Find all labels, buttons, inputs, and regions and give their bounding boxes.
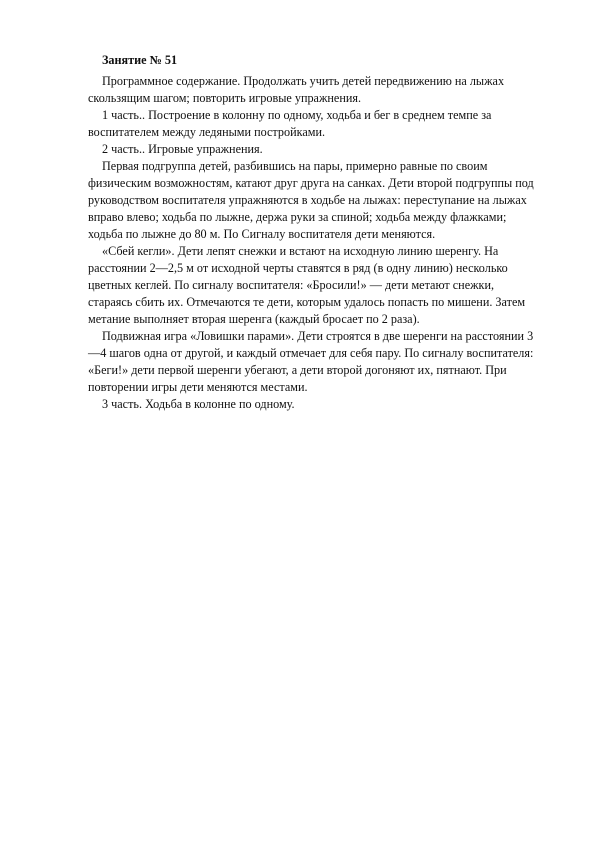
paragraph-part-3: 3 часть. Ходьба в колонне по одному. [102, 397, 295, 411]
paragraph-game-kegli: «Сбей кегли». Дети лепят снежки и встают на исходную линию шеренгу. На расстоянии 2—2,5 м от исходной черты ставятся в ряд (в одну линию) несколько цветных кеглей. По сигналу воспитателя: «Бросили!» — дети метают снежки, стараясь сбить их. Отмечаются те дети, которым удалось попасть по мишени. Затем метание выполняет вторая шеренга (каждый бросает по 2 раза). [88, 244, 526, 326]
paragraph-subgroups: Первая подгруппа детей, разбившись на пары, примерно равные по своим физическим возможностям, катают друг друга на санках. Дети второй подгруппы под руководством воспитателя упражняются в ходьбе на лыжах: переступание на лыжах вправо влево; ходьба по лыжне, держа руки за спиной; ходьба между флажками; ходьба по лыжне до 80 м. По Сигналу воспитателя дети меняются. [88, 159, 534, 241]
lesson-title: Занятие № 51 [102, 53, 178, 67]
paragraph-program-content: Программное содержание. Продолжать учить детей передвижению на лыжах скользящим шагом; повторить игровые упражнения. [88, 74, 505, 105]
paragraph-part-2: 2 часть.. Игровые упражнения. [102, 142, 263, 156]
paragraph-game-lovishki: Подвижная игра «Ловишки парами». Дети строятся в две шеренги на расстоянии 3—4 шагов одна от другой, и каждый отмечает для себя пару. По сигналу воспитателя: «Беги!» дети первой шеренги убегают, а дети второй догоняют их, пятнают. При повторении игры дети меняются местами. [88, 329, 534, 394]
document-page [88, 52, 538, 413]
paragraph-part-1: 1 часть.. Построение в колонну по одному, ходьба и бег в среднем темпе за воспитателем между ледяными постройками. [88, 108, 492, 139]
